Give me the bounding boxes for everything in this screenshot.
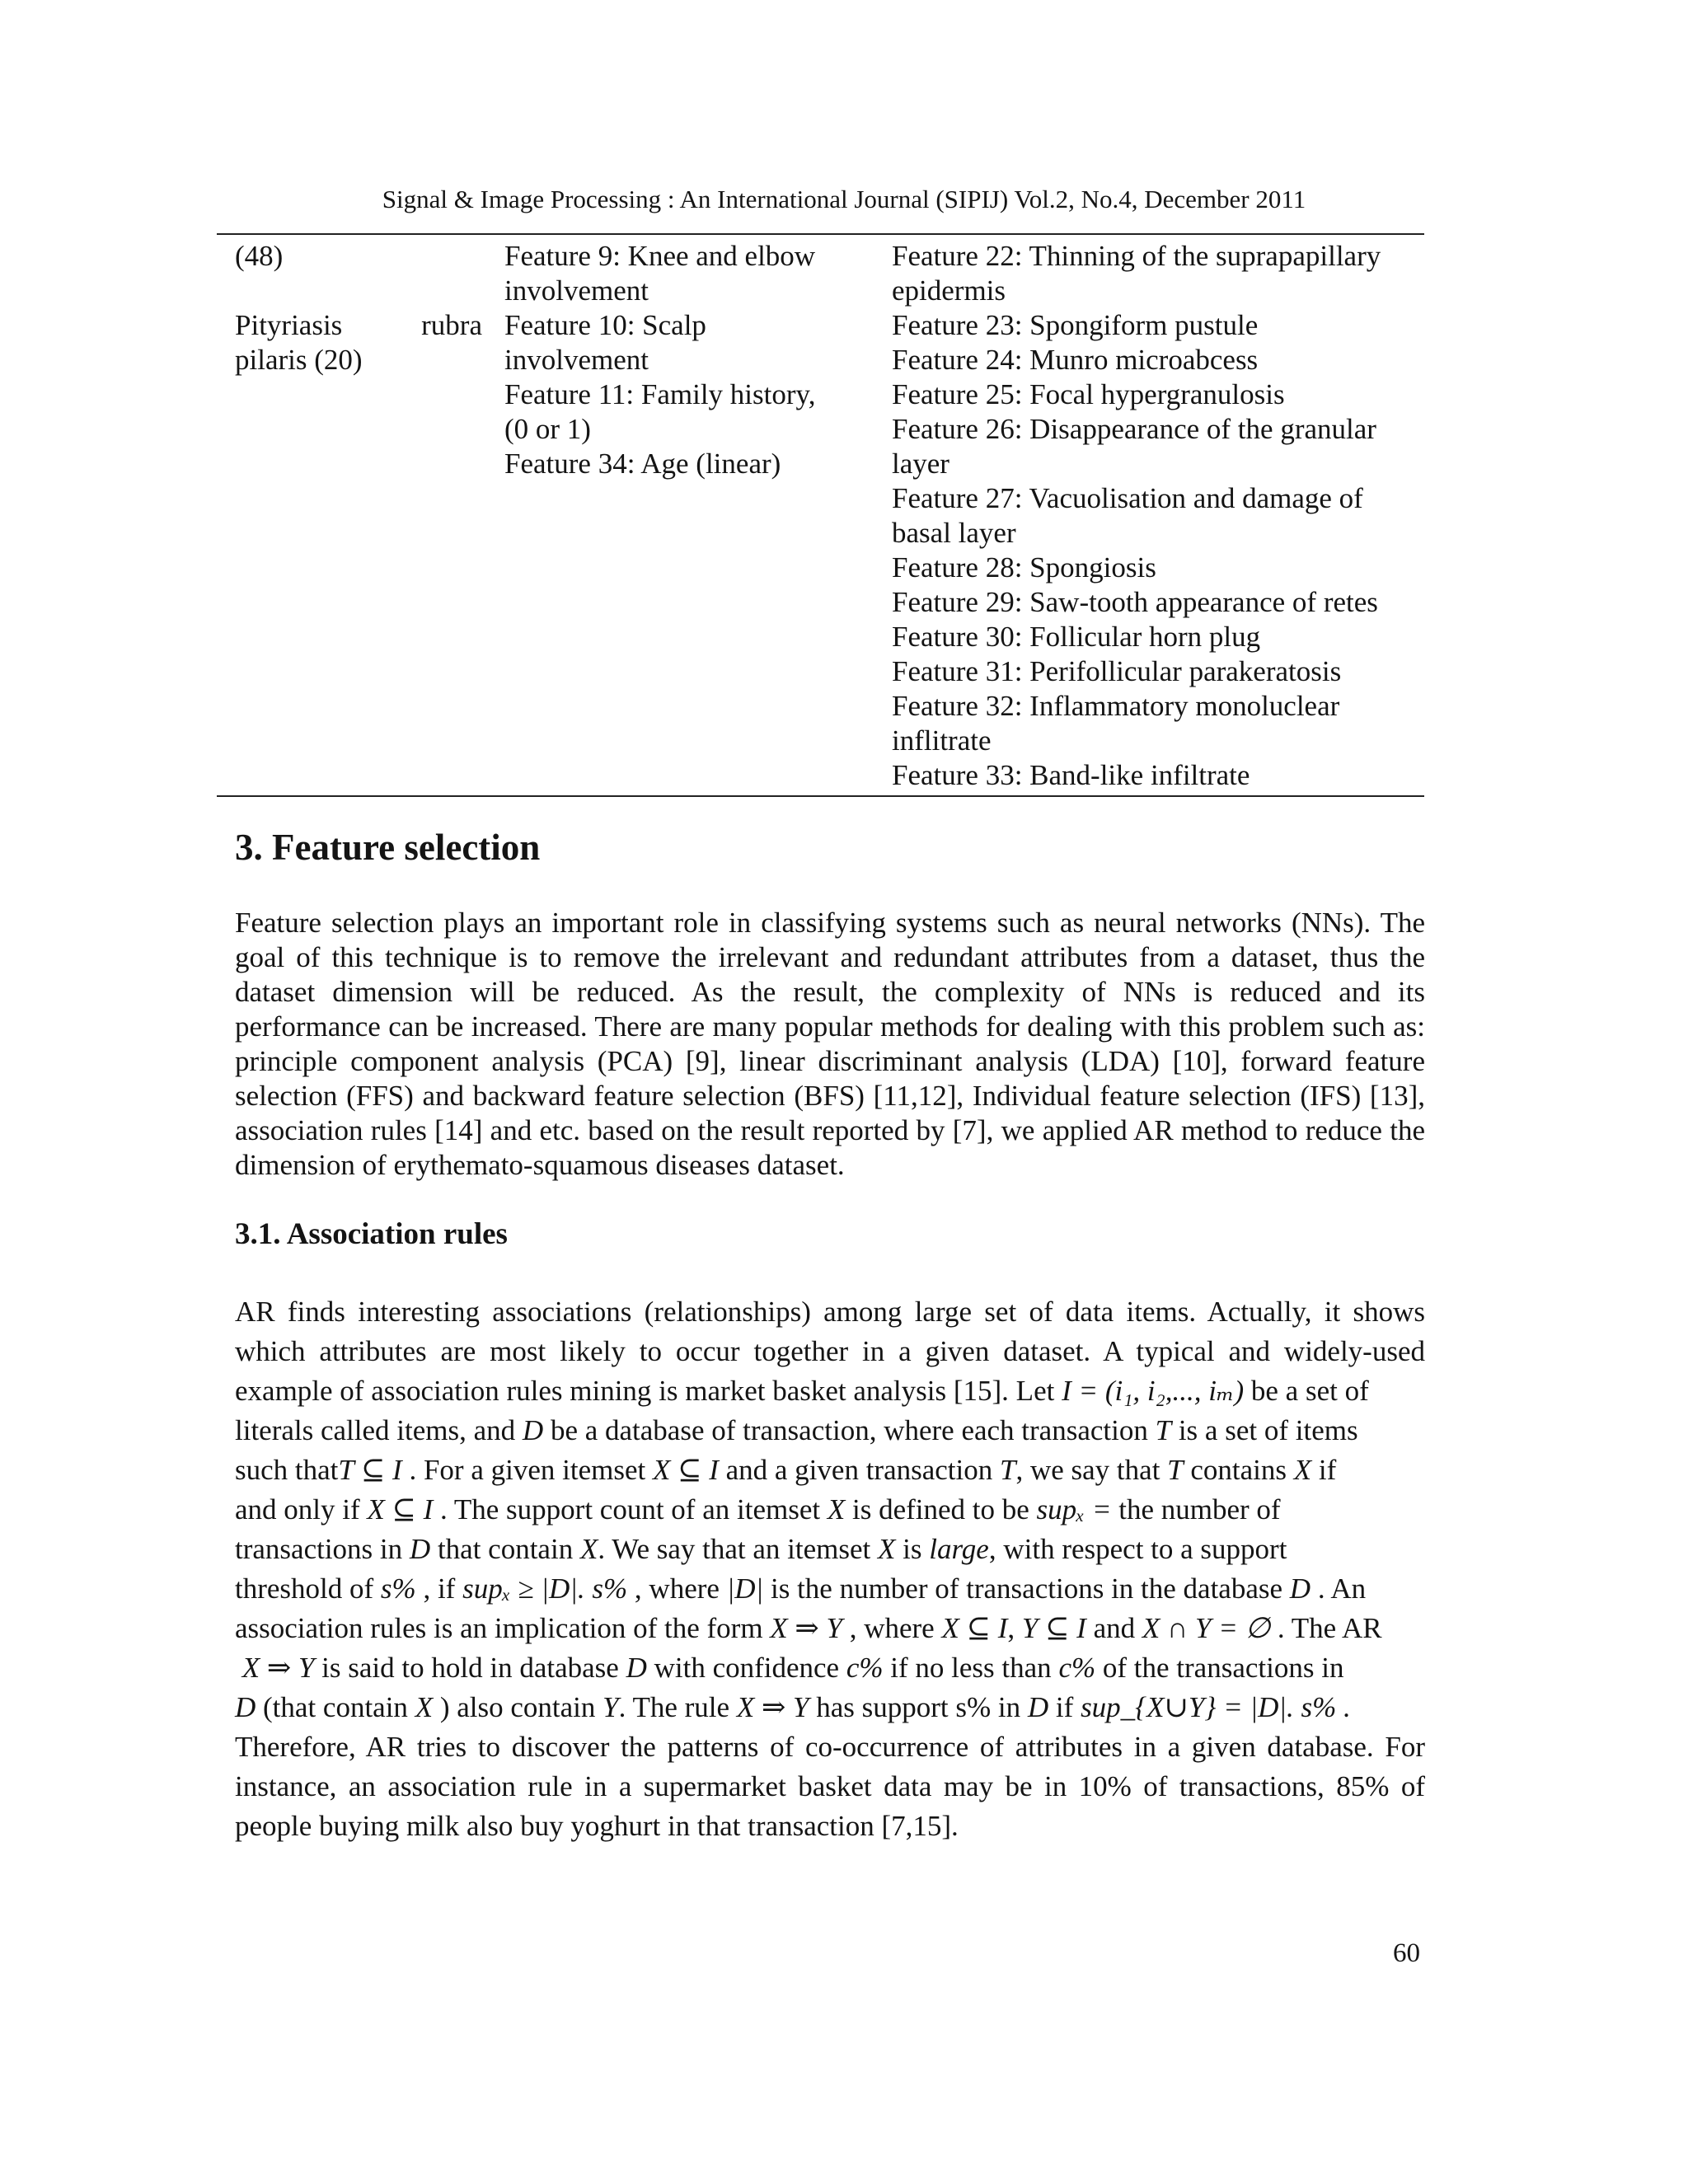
math-expression: X ⇒ Y: [770, 1612, 842, 1644]
math-expression: supₓ ≥ |D|. s%: [462, 1572, 628, 1605]
table-cell: pilaris (20): [235, 344, 363, 376]
text-line: D (that contain X ) also contain Y. The rule X ⇒ Y has support s% in D if sup_{X∪Y} = |D|. s% .: [235, 1691, 1351, 1723]
math-expression: X ⊆ I: [652, 1454, 719, 1486]
math-expression: X ∩ Y = ∅: [1142, 1612, 1271, 1644]
table-cell: Feature 34: Age (linear): [504, 448, 781, 480]
subsection-title: 3.1. Association rules: [235, 1217, 508, 1251]
section-title: 3. Feature selection: [235, 827, 541, 868]
text-line: instance, an association rule in a supermarket basket data may be in 10% of transactions, 85% of: [235, 1770, 1425, 1802]
table-cell: Feature 28: Spongiosis: [892, 551, 1156, 583]
text-line: association rules is an implication of the form X ⇒ Y , where X ⊆ I, Y ⊆ I and X ∩ Y = ∅ . The AR: [235, 1612, 1382, 1644]
math-expression: sup_{X∪Y} = |D|. s% .: [1081, 1691, 1351, 1723]
table-cell: Feature 23: Spongiform pustule: [892, 309, 1259, 341]
table-cell: inflitrate: [892, 724, 992, 757]
math-expression: supₓ =: [1036, 1493, 1112, 1526]
text-line: AR finds interesting associations (relationships) among large set of data items. Actually, it shows: [235, 1296, 1425, 1328]
text-line: threshold of s% , if supₓ ≥ |D|. s% , where |D| is the number of transactions in the database D . An: [235, 1572, 1367, 1605]
table-cell: involvement: [504, 344, 649, 376]
table-cell: epidermis: [892, 274, 1006, 307]
text-line: example of association rules mining is market basket analysis [15]. Let I = (i₁, i₂,..., iₘ) be a set of: [235, 1375, 1369, 1407]
association-rules-paragraph: [235, 1292, 1425, 1846]
table-cell: Feature 24: Munro microabcess: [892, 344, 1259, 376]
section-paragraph: Feature selection plays an important role in classifying systems such as neural networks (NNs). The goal of this technique is to remove the irrelevant and redundant attributes from a dataset, thus the dataset dimension will be reduced. As the result, the complexity of NNs is reduced and its performance can be increased. There are many popular methods for dealing with this problem such as: principle component analysis (PCA) [9], linear discriminant analysis (LDA) [10], forward feature selection (FFS) and backward feature selection (BFS) [11,12], Individual feature selection (IFS) [13], association rules [14] and etc. based on the result reported by [7], we applied AR method to reduce the dimension of erythemato-squamous diseases dataset.: [235, 907, 1425, 1181]
table-col-histopathological-features: [892, 239, 1419, 793]
table-cell: Feature 9: Knee and elbow: [504, 240, 816, 272]
table-cell: Feature 31: Perifollicular parakeratosis: [892, 655, 1342, 687]
text-line: literals called items, and D be a database of transaction, where each transaction T is a set of items: [235, 1414, 1358, 1446]
math-expression: X ⇒ Y: [241, 1652, 315, 1684]
table-cell: Feature 11: Family history,: [504, 378, 816, 410]
table-cell: basal layer: [892, 517, 1016, 549]
math-expression: X ⊆ I: [367, 1493, 434, 1526]
running-header: Signal & Image Processing : An International Journal (SIPIJ) Vol.2, No.4, December 2011: [382, 185, 1306, 213]
table-cell: Feature 32: Inflammatory monoluclear: [892, 690, 1340, 722]
text-line: people buying milk also buy yoghurt in that transaction [7,15].: [235, 1810, 959, 1842]
text-line: which attributes are most likely to occur together in a given dataset. A typical and widely-used: [235, 1335, 1425, 1367]
table-cell: (0 or 1): [504, 413, 591, 445]
table-cell: Pityriasis rubra: [235, 309, 482, 341]
table-cell: Feature 25: Focal hypergranulosis: [892, 378, 1285, 410]
text-line: and only if X ⊆ I . The support count of an itemset X is defined to be supₓ = the number of: [235, 1493, 1281, 1526]
math-expression: T ⊆ I: [338, 1454, 402, 1486]
text-line: Therefore, AR tries to discover the patterns of co-occurrence of attributes in a given database. For: [235, 1731, 1425, 1763]
math-expression: I = (i₁, i₂,..., iₘ): [1062, 1375, 1245, 1407]
table-cell: layer: [892, 448, 950, 480]
table-cell: Feature 10: Scalp: [504, 309, 706, 341]
table-col-clinical-features: [504, 239, 884, 481]
table-col-disease: [235, 239, 482, 377]
table-cell: involvement: [504, 274, 649, 307]
table-cell: Feature 26: Disappearance of the granular: [892, 413, 1376, 445]
table-bottom-rule: [217, 795, 1424, 797]
math-expression: X ⇒ Y: [736, 1691, 809, 1723]
table-cell: Feature 22: Thinning of the suprapapillary: [892, 240, 1381, 272]
table-cell: (48): [235, 240, 284, 272]
table-cell: Feature 33: Band-like infiltrate: [892, 759, 1250, 791]
text-line: transactions in D that contain X. We say that an itemset X is large, with respect to a support: [235, 1533, 1287, 1565]
table-cell: Feature 29: Saw-tooth appearance of retes: [892, 586, 1378, 618]
table-cell: Feature 30: Follicular horn plug: [892, 621, 1261, 653]
table-top-rule: [217, 233, 1424, 235]
table-cell: Feature 27: Vacuolisation and damage of: [892, 482, 1363, 514]
text-line: X ⇒ Y is said to hold in database D with confidence c% if no less than c% of the transactions in: [241, 1652, 1344, 1684]
text-line: such thatT ⊆ I . For a given itemset X ⊆ I and a given transaction T, we say that T contains X if: [235, 1454, 1337, 1486]
page-number: 60: [1393, 1938, 1420, 1968]
